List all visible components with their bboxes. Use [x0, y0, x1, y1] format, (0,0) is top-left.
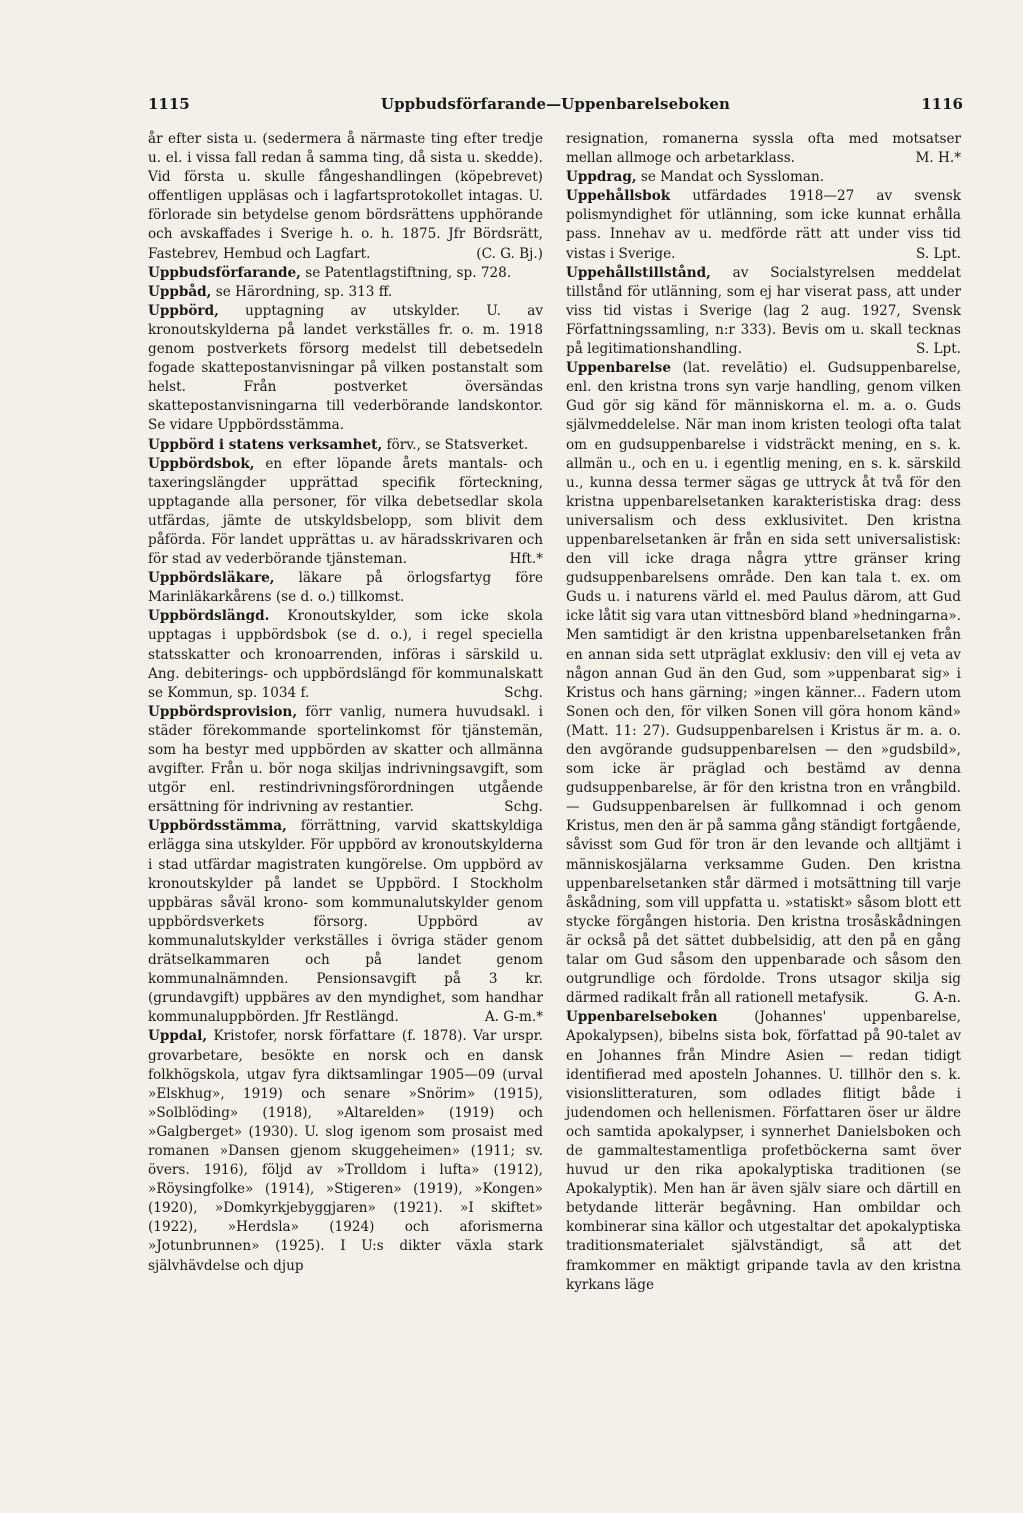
entry-text: förrättning, varvid skattskyldiga erlägga sina utskylder. För uppbörd av kronoutskylderna i stad utfärdar magistraten kungörelse. Om uppbörd av kronoutskylder på landet se Uppbörd. I Stockholm uppbäras såväl krono- som kommunalutskylder genom uppbördsverkets försorg. Uppbörd av kommunalutskylder verkställes i övriga städer genom drätselkammaren och på landet genom kommunalnämnden. Pensionsavgift på 3 kr. (grundavgift) uppbäres av den myndighet, som handhar kommunaluppbörden. Jfr Restlängd. [148, 818, 543, 1026]
entry [566, 130, 961, 168]
entry-text: av Socialstyrelsen meddelat tillstånd för utlänning, som ej har viserat pass, att under viss tid vistas i Sverige (lag 2 aug. 1927, Svensk Författningssamling, n:r 333). Bevis om u. skall tecknas på legitimationshandling. [566, 264, 961, 358]
entry [148, 1027, 543, 1275]
entry-text: utfärdades 1918—27 av svensk polismyndighet för utlänning, som icke kunnat erhålla pass. Innehav av u. medförde rätt att under viss tid vistas i Sverige. [566, 188, 961, 262]
right-page-number: 1116 [921, 95, 963, 113]
entry-signature: Hft.* [509, 551, 543, 568]
entry-headword: Uppbördslängd. [148, 608, 270, 625]
entry-headword: Uppehållsbok [566, 188, 671, 205]
entry-text: en efter löpande årets mantals- och taxeringslängder upprättad specifik förteckning, upptagande alla personer, för vilka debetsedlar skola utfärdas, jämte de utskyldsbelopp, som blivit dem påförda. För landet upprättas u. av häradsskrivaren och för stad av vederbörande tjänsteman. [148, 455, 543, 568]
entry-headword: Uppbördsbok, [148, 455, 255, 472]
left-column [148, 130, 543, 1276]
entry-signature: Schg. [504, 684, 543, 701]
entry-text: (Johannes' uppenbarelse, Apokalypsen), bibelns sista bok, författad på 90-talet av en Johannes från Mindre Asien — redan tidigt identifierad med aposteln Johannes. U. tillhör den s. k. visionslitteraturen, som odlades flitigt både i judendomen och hellenismen. Författaren öser ur äldre och samtida apokalypser, i synnerhet Danielsboken och de gammaltestamentliga profetböckerna samt över huvud ur den rika apokalyptiska traditionen (se Apokalyptik). Men han är även själv siare och därtill en betydande litterär begåvning. Han ombildar och kombinerar sina källor och utgestaltar det apokalyptiska traditionsmaterialet självständigt, så att det framkommer en mäktigt gripande tavla av den kristna kyrkans läge [566, 1009, 961, 1293]
right-column [566, 130, 961, 1295]
entry [148, 302, 543, 436]
entry-signature: S. Lpt. [916, 341, 961, 358]
entry-text: (lat. revelātio) el. Gudsuppenbarelse, enl. den kristna trons syn varje handling, genom vilken Gud gör sig känd för människorna el. m. a. o. Guds självmeddelelse. När man inom kristen teologi ofta talat om en gudsuppenbarelse i vidsträckt mening, en s. k. allmän u., och en u. i egentlig mening, en s. k. särskild u., kunna dessa termer sägas ge uttryck åt två för den kristna uppenbarelsetanken karakteristiska drag: dess universalism och dess exklusivitet. Den kristna uppenbarelsetanken är från en sida sett universalistisk: den vill icke draga några yttre gränser kring gudsuppenbarelsens område. Den kan tala t. ex. om Guds u. i naturens värld el. med Paulus därom, att Gud icke låtit sig vara utan vittnesbörd bland »hedningarna». Men samtidigt är den kristna uppenbarelsetanken från en annan sida sett utpräglat exklusiv: den vill ej veta av någon annan Gud än den Gud, som »uppenbarat sig» i Kristus och hans gärning; »ingen känner... Fadern utom Sonen och den, för vilken Sonen vill göra honom känd» (Matt. 11: 27). Gudsuppenbarelsen i Kristus är m. a. o. den avgörande gudsuppenbarelsen — den »gudsbild», som icke är präglad och bestämd av denna gudsuppenbarelse, är för den kristna tron en vrångbild. — Gudsuppenbarelsen är fullkomnad i och genom Kristus, men den är på samma gång ständigt fortgående, såvisst som Gud för tron är den levande och alltjämt i människosjälarna verksamme Guden. Den kristna uppenbarelsetanken står därmed i motsättning till varje åskådning, som vill uppfatta u. »statiskt» såsom blott ett stycke förgången historia. Den kristna trosåskådningen är också på det sättet dubbelsidig, att den på en gång talar om Gud såsom den uppenbarade och såsom den outgrundlige och fördolde. Trons utsagor skilja sig därmed radikalt från all rationell metafysik. [566, 360, 961, 1007]
entry [566, 168, 961, 187]
entry [566, 359, 961, 1008]
entry [148, 569, 543, 607]
entry-headword: Uppehållstillstånd, [566, 264, 711, 281]
entry-text: upptagning av utskylder. U. av kronoutskylderna på landet verkställes fr. o. m. 1918 genom postverkets försorg medelst till debetsedeln fogade skattepostanvisningar på vilken postanstalt som helst. Från postverket översändas skattepostanvisningarna till vederbörande landskontor. Se vidare Uppbördsstämma. [148, 302, 543, 434]
entry-headword: Uppenbarelseboken [566, 1009, 718, 1026]
entry-text: förr vanlig, numera huvudsakl. i städer förekommande sportelinkomst för tjänstemän, som ha bestyr med uppbörden av skatter och allmänna avgifter. Från u. bör noga skiljas indrivningsavgift, som utgör enl. restindrivningsförordningen utgående ersättning för indrivning av restantier. [148, 703, 544, 816]
entry [566, 1008, 961, 1294]
entry-text: Kronoutskylder, som icke skola upptagas i uppbördsbok (se d. o.), i regel speciella statsskatter och kronoarrenden, införas i särskild u. Ang. debiterings- och uppbördslängd för kommunalskatt se Kommun, sp. 1034 f. [148, 608, 543, 701]
entry [148, 817, 543, 1027]
entry-text: se Härordning, sp. 313 ff. [215, 283, 393, 300]
entry-headword: Uppbörd i statens verksamhet, [148, 436, 383, 453]
entry-headword: Uppenbarelse [566, 360, 671, 377]
entry-headword: Uppdrag, [566, 169, 637, 186]
entry-headword: Uppbördsprovision, [148, 703, 298, 720]
entry-signature: (C. G. Bj.) [476, 245, 543, 262]
entry [148, 455, 543, 570]
entry-headword: Uppbåd, [148, 283, 212, 300]
entry [148, 264, 543, 283]
entry-text: Kristofer, norsk författare (f. 1878). Var urspr. grovarbetare, besökte en norsk och en dansk folkhögskola, utgav fyra diktsamlingar 1905—09 (urval »Elskhug», 1919) och senare »Snörim» (1915), »Solblöding» (1918), »Altarelden» (1919) och »Galgberget» (1930). U. slog igenom som prosaist med romanen »Dansen gjenom skuggeheimen» (1911; sv. övers. 1916), följd av »Trolldom i lufta» (1912), »Röysingfolke» (1914), »Stigeren» (1919), »Kongen» (1920), »Domkyrkjebyggjaren» (1921). »I skiftet» (1922), »Herdsla» (1924) och aforismerna »Jotunbrunnen» (1925). I U:s dikter växla stark självhävdelse och djup [148, 1028, 544, 1274]
entry-signature: M. H.* [915, 150, 961, 167]
entry-text: år efter sista u. (sedermera å närmaste ting efter tredje u. el. i vissa fall redan å samma ting, då sista u. skedde). Vid första u. skulle fångeshandlingen (köpebrevet) offentligen uppläsas och i lagfartsprotokollet intagas. U. förlorade sin betydelse genom bördsrättens upphörande och avskaffades i Sverige h. o. h. 1875. Jfr Bördsrätt, Fastebrev, Hembud och Lagfart. [148, 131, 543, 262]
entry-headword: Uppbördsläkare, [148, 570, 275, 587]
entry [148, 607, 543, 702]
entry-headword: Uppbördsstämma, [148, 818, 287, 835]
entry-headword: Uppdal, [148, 1028, 208, 1045]
entry-text: se Mandat och Syssloman. [640, 169, 825, 186]
header-title: Uppbudsförfarande—Uppenbarelseboken [380, 95, 731, 113]
entry [148, 283, 543, 302]
entry [148, 130, 543, 264]
entry-text: resignation, romanerna syssla ofta med motsatser mellan allmoge och arbetarklass. [566, 131, 961, 167]
entry-signature: G. A-n. [914, 990, 961, 1007]
entry [148, 703, 543, 818]
entry-signature: Schg. [504, 799, 543, 816]
running-header [148, 95, 963, 121]
left-page-number: 1115 [148, 95, 190, 113]
entry-headword: Uppbörd, [148, 302, 219, 319]
entry-text: läkare på örlogsfartyg före Marinläkarkårens (se d. o.) tillkomst. [148, 570, 543, 606]
entry-text: se Patentlagstiftning, sp. 728. [305, 264, 512, 281]
entry-headword: Uppbudsförfarande, [148, 264, 301, 281]
entry [148, 436, 543, 455]
entry-signature: S. Lpt. [916, 245, 961, 262]
entry-text: förv., se Statsverket. [386, 436, 529, 453]
entry [566, 187, 961, 263]
entry [566, 264, 961, 359]
entry-signature: A. G-m.* [484, 1009, 543, 1026]
